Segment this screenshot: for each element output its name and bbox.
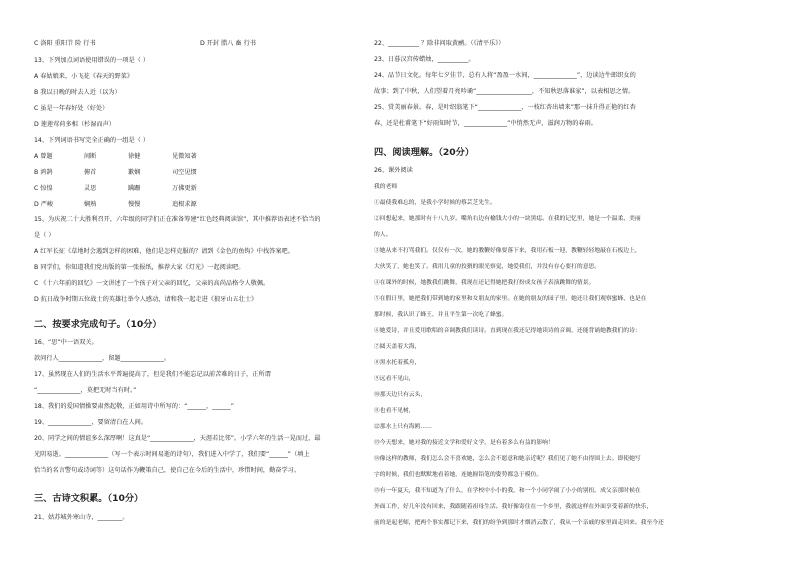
q16-blank-line: 款问行人______________，留题______________。 (34, 355, 171, 362)
q13-option-a: A 春姑娘来，小飞花《春天的野菜》 (34, 73, 134, 80)
q18-stem: 18、我们的爱国情操要肃然起敬，正如用诗中所写的：“______，______” (34, 403, 234, 410)
q15-stem-end: 是（ ） (34, 232, 55, 239)
section-2-heading: 二、按要求完成句子。（10分） (34, 319, 162, 330)
q14-cell: 歉娴 (128, 169, 141, 176)
q20-line-3: 恰当的名言警句或诗词等）这句话作为鞭策自己，使自己在今后的生活中，珍惜时间，勤奋学习。 (34, 467, 301, 474)
passage-para-3: ③她从来不打骂我们。仅仅有一次，她的教鞭好像要落下来，我用石板一迎，教鞭轻轻地敲在石板边上， (374, 248, 641, 254)
passage-para-14-cont: 字的时候，我们也默默地看着她，连她握铅笔的姿势都急于模仿。 (374, 472, 543, 478)
q14-cell: 灵思 (84, 185, 97, 192)
q13-option-c: C 虽是一年春好处（好处） (34, 105, 109, 112)
q14-stem: 14、下列词语书写完全正确的一组是（ ） (34, 137, 150, 144)
passage-para-2-cont: 的人。 (374, 232, 392, 238)
passage-para-9: ⑨远看不见山， (374, 376, 415, 382)
q13-option-b: B 我以日晚的时去人近（以为） (34, 89, 121, 96)
q15-option-b: B 同学们，你知道我们党出版的第一张报纸，推荐大家《灯光》一起阅读吧。 (34, 264, 245, 271)
passage-para-4: ④在课外的时候，她教我们跳舞，我现在还记得她把我打扮成女孩子表演跳舞的情景。 (374, 280, 595, 286)
passage-para-13: ⑬今天想来，她对我的接近文学和爱好文学，是有着多么有益的影响！ (374, 440, 554, 446)
q25-line-2: 春，还是杜甫笔下“好雨知时节，______________”中悄然无声、滋润万物的春雨。 (374, 120, 597, 127)
q14-cell: 蹒跚 (128, 185, 141, 192)
q14-row-b (34, 169, 216, 177)
q14-row-c (34, 185, 216, 193)
q24-stem: 24、品节日文化。每年七夕佳节，总有人将“盈盈一水间，______________”，边读边牛郎织女的 (374, 72, 636, 79)
q26-stem: 26、课外阅读 (374, 167, 413, 174)
passage-para-14: ⑭像这样的教师，我们怎么会不喜欢她，怎么会不愿意和她亲近呢？我们见了她不由得围上去。即使她写 (374, 456, 641, 462)
passage-para-6: ⑥她爱诗，并且爱用歌唱的音调教我们读诗。直到现在我还记得她读诗的音调，还能背诵她教我们的诗： (374, 328, 641, 334)
section-4-heading: 四、阅读理解。（20分） (374, 147, 475, 158)
q14-cell: A 曾题 (34, 153, 53, 160)
passage-para-10: ⑩那天边只有云头， (374, 392, 427, 398)
passage-para-12: ⑫那水上只有海鸥…… (374, 424, 432, 430)
q21-stem: 21、姑苏城外寒山寺，________。 (34, 514, 129, 521)
q25-stem: 25、赏美丽春景。春，是叶绍翁笔下“______________，一枝红杏出墙来”那一抹升得正艳的红杏 (374, 104, 636, 111)
q14-row-d (34, 201, 216, 209)
q12-option-d: D 开封 腊八 畜 行书 (200, 40, 256, 47)
q14-cell: B 鸿鹄 (34, 169, 53, 176)
q20-line-2: 光阴易逝。______________（写一个表示时间易逝的诗句），我们进入中学了，我们要“______”（填上 (34, 451, 310, 458)
passage-para-5: ⑤在假日里，她把我们带到她的家里和女朋友的家里。在她的朋友的园子里，她还让我们观察蜜蜂，也是在 (374, 296, 647, 302)
q14-cell: D 严峻 (34, 201, 54, 208)
passage-para-7: ⑦圆天盖着大海， (374, 344, 421, 350)
q14-row-a (34, 153, 216, 161)
q16-stem: 16、“思”中一语双关。 (34, 339, 98, 346)
q14-cell: 万佛更新 (172, 185, 197, 192)
passage-para-15-cont-2: 前的是起老师，把两个事实都记下来，我们的纷争到那时才烟消云散了，我从一个亲戚的家里面走回来。我至今还 (374, 520, 664, 526)
q17-stem: 17、虽然现在人们的生活水平普遍提高了，但是我们不能忘记以前苦难的日子，正所谓 (34, 371, 271, 378)
q13-option-d: D 莲莲莺荷多相（杉湿而声） (34, 121, 115, 128)
q15-option-a: A 红军长征《草地时会遇到怎样的困难，他们是怎样克服的？请到《金色的鱼钩》中找答案吧。 (34, 248, 294, 255)
passage-para-11: ⑪也看不见树， (374, 408, 415, 414)
q23-stem: 23、日暮汉宫传蜡烛，__________。 (374, 56, 475, 63)
passage-title: 我的老师 (374, 184, 398, 190)
q20-stem: 20、同学之间的情谊多么深厚啊！这真是“______________，天涯若比邻”。小学六年的生活一晃而过，最 (34, 435, 321, 442)
passage-para-5-cont: 那时候，我认识了蜂王，并且平生第一次吃了蜂蜜。 (374, 312, 508, 318)
q15-option-c: C 《十六年前的回忆》一文讲述了一个孩子对父亲的回忆，父亲的高尚品格令人敬佩。 (34, 280, 270, 287)
q15-stem: 15、为庆祝二十大胜利召开，六年级的同学们正在准备筹建“红色经典阅读馆”，其中推荐语表述不恰当的 (34, 216, 321, 223)
passage-para-8: ⑧黑水托着孤舟， (374, 360, 421, 366)
q14-cell: 娴熟 (84, 201, 97, 208)
q14-cell: 司空见惯 (172, 169, 197, 176)
q12-option-c: C 洛阳 重阳节 险 行书 (34, 40, 96, 47)
q24-line-2: 故事；到了中秋，人们望着月亮吟诵“__________________，不知秋思落谁家”，以表相思之情。 (374, 88, 635, 95)
q15-option-d: D 抗日战争时期五位战士的英雄壮举令人感动，请和我一起走进《狼牙山五壮士》 (34, 296, 258, 303)
q14-cell: 见微知著 (172, 153, 197, 160)
passage-para-15: ⑮有一年夏天，我不知道为了什么，在学校中小小的我，和一个小同学闹了小小的别扭。成父亲那时候在 (374, 488, 641, 494)
passage-para-15-cont: 外面工作，好几年没有回来，我跟随着祖母生活。我好像寄住在一个乡里，我就这样在外面享受着新的快乐， (374, 504, 653, 510)
q14-cell: 间断 (84, 153, 97, 160)
q14-cell: 徐健 (128, 153, 141, 160)
section-3-heading: 三、古诗文积累。（10分） (34, 493, 144, 504)
q13-stem: 13、下列加点词语使用错误的一项是（ ） (34, 57, 150, 64)
q14-cell: C 惊惶 (34, 185, 53, 192)
q14-cell: 追根求源 (172, 201, 197, 208)
q17-blank-line: “______________，莫把无时当有时。” (34, 387, 137, 394)
q14-cell: 俯首 (84, 169, 97, 176)
q22-stem: 22、__________ ？除非问取黄鹂。（《清平乐》） (374, 40, 505, 47)
passage-para-2: ②回想起来，她那时有十八九岁。嘴角右边有榆钱大小的一块黑痣。在我的记忆里，她是一个温柔、美丽 (374, 216, 641, 222)
passage-para-3-cont: 大伙笑了，她也笑了。我用儿童的狡猾的眼光察觉，她爱我们，并没有存心要打的意思。 (374, 264, 601, 270)
passage-para-1: ①最使我难忘的，是我小学时候的蔡芸芝先生。 (374, 200, 496, 206)
q19-stem: 19、______________，要留清白在人间。 (34, 419, 148, 426)
q14-cell: 慢慢 (128, 201, 141, 208)
